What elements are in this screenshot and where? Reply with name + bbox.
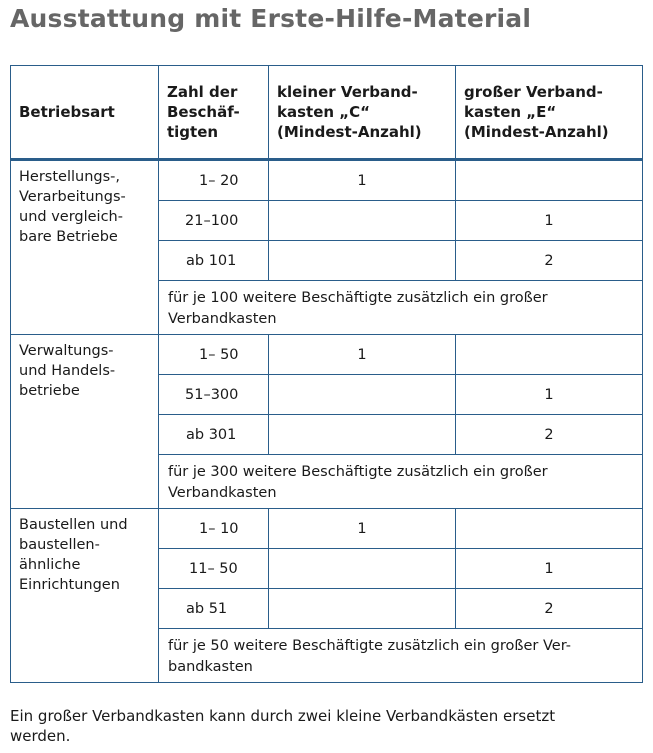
- betriebsart-cell: Herstellungs-, Verarbeitungs- und vergleich- bare Betriebe: [11, 160, 159, 335]
- small-kit-cell: [269, 201, 456, 241]
- betriebsart-cell: Baustellen und baustellen- ähnliche Einrichtungen: [11, 509, 159, 683]
- large-kit-cell: 2: [456, 415, 643, 455]
- count-cell: ab 301: [159, 415, 269, 455]
- small-kit-cell: 1: [269, 160, 456, 201]
- first-aid-table: [10, 65, 643, 683]
- count-cell: 1– 50: [159, 335, 269, 375]
- count-cell: 51–300: [159, 375, 269, 415]
- large-kit-cell: 2: [456, 589, 643, 629]
- count-cell: 21–100: [159, 201, 269, 241]
- large-kit-cell: [456, 509, 643, 549]
- table-row: [11, 160, 643, 201]
- small-kit-cell: 1: [269, 509, 456, 549]
- large-kit-cell: [456, 335, 643, 375]
- large-kit-cell: 2: [456, 241, 643, 281]
- footnote: Ein großer Verbandkasten kann durch zwei kleine Verbandkästen ersetzt werden.: [10, 707, 556, 745]
- count-cell: 1– 10: [159, 509, 269, 549]
- page-title: Ausstattung mit Erste-Hilfe-Material: [10, 4, 532, 33]
- header-kleiner-verbandkasten: kleiner Verband- kasten „C“ (Mindest-Anzahl): [269, 66, 456, 160]
- header-grosser-verbandkasten: großer Verband- kasten „E“ (Mindest-Anzahl): [456, 66, 643, 160]
- small-kit-cell: [269, 415, 456, 455]
- betriebsart-cell: Verwaltungs- und Handels- betriebe: [11, 335, 159, 509]
- large-kit-cell: 1: [456, 375, 643, 415]
- large-kit-cell: 1: [456, 549, 643, 589]
- small-kit-cell: [269, 589, 456, 629]
- table-row: [11, 335, 643, 375]
- count-cell: 1– 20: [159, 160, 269, 201]
- note-cell: für je 100 weitere Beschäftigte zusätzlich ein großer Verbandkasten: [159, 281, 643, 335]
- small-kit-cell: 1: [269, 335, 456, 375]
- large-kit-cell: 1: [456, 201, 643, 241]
- note-cell: für je 300 weitere Beschäftigte zusätzlich ein großer Verbandkasten: [159, 455, 643, 509]
- header-betriebsart: Betriebsart: [11, 66, 159, 160]
- large-kit-cell: [456, 160, 643, 201]
- note-cell: für je 50 weitere Beschäftigte zusätzlich ein großer Ver- bandkasten: [159, 629, 643, 683]
- count-cell: ab 101: [159, 241, 269, 281]
- header-zahl-beschaeftigte: Zahl der Beschäf- tigten: [159, 66, 269, 160]
- count-cell: ab 51: [159, 589, 269, 629]
- count-cell: 11– 50: [159, 549, 269, 589]
- small-kit-cell: [269, 549, 456, 589]
- header-row: [11, 66, 643, 160]
- table-row: [11, 509, 643, 549]
- small-kit-cell: [269, 375, 456, 415]
- small-kit-cell: [269, 241, 456, 281]
